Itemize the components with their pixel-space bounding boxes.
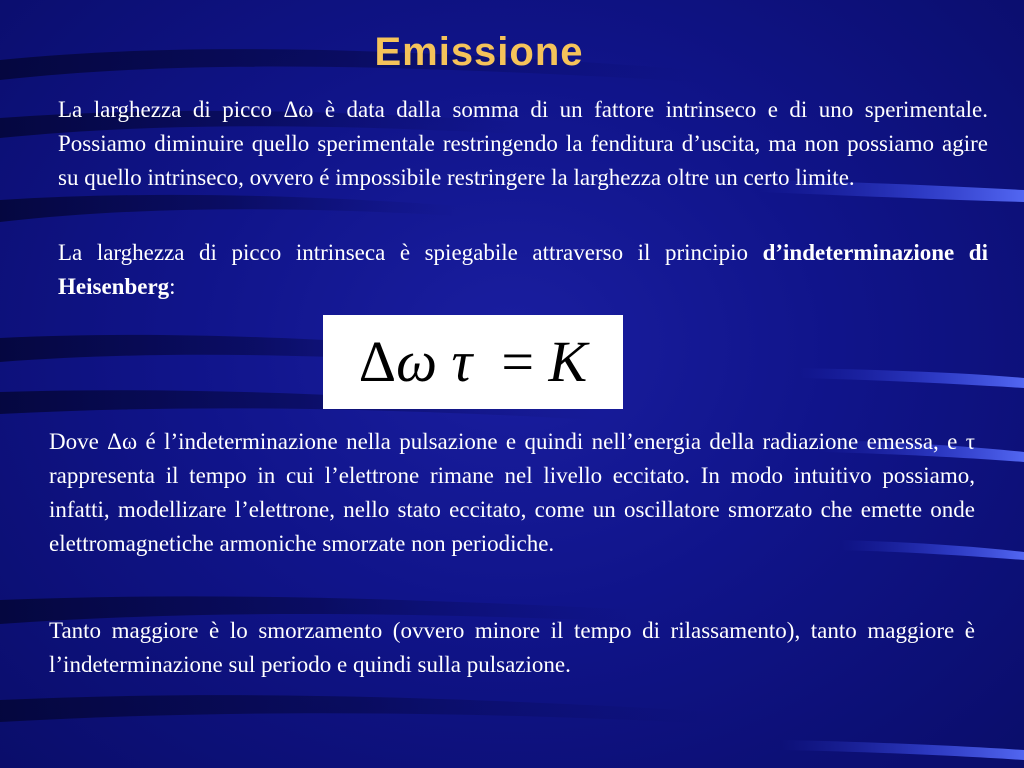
slide-title: Emissione — [374, 30, 584, 74]
heisenberg-principle-label: d’indeterminazione di Heisenberg — [58, 240, 988, 299]
paragraph-damping: Tanto maggiore è lo smorzamento (ovvero minore il tempo di rilassamento), tanto maggiore è l’indeterminazione sul periodo e quindi sulla pulsazione. — [49, 618, 975, 677]
formula-omega: ω — [396, 329, 438, 394]
formula-k: K — [548, 329, 588, 394]
formula-delta: Δ — [358, 329, 397, 394]
paragraph-heisenberg-intro — [58, 236, 988, 304]
paragraph-peak-width: La larghezza di picco Δω è data dalla somma di un fattore intrinseco e di uno sperimentale. Possiamo diminuire quello sperimentale restringendo la fenditura d’uscita, ma non possiamo agire su quello intrinseco, ovvero é impossibile restringere la larghezza oltre un certo limite. — [58, 97, 988, 190]
formula-equals: = — [501, 329, 535, 394]
paragraph-uncertainty-explanation: Dove Δω é l’indeterminazione nella pulsazione e quindi nell’energia della radiazione emessa, e τ rappresenta il tempo in cui l’elettrone rimane nel livello eccitato. In modo intuitivo possiamo, infatti, modellizare l’elettrone, nello stato eccitato, come un oscillatore smorzato che emette onde elettromagnetiche armoniche smorzate non periodiche. — [49, 429, 975, 556]
formula-tau: τ — [451, 329, 473, 394]
heisenberg-formula — [323, 315, 623, 409]
paragraph-heisenberg-text: La larghezza di picco intrinseca è spiegabile attraverso il principio — [58, 240, 749, 265]
colon: : — [169, 274, 176, 299]
